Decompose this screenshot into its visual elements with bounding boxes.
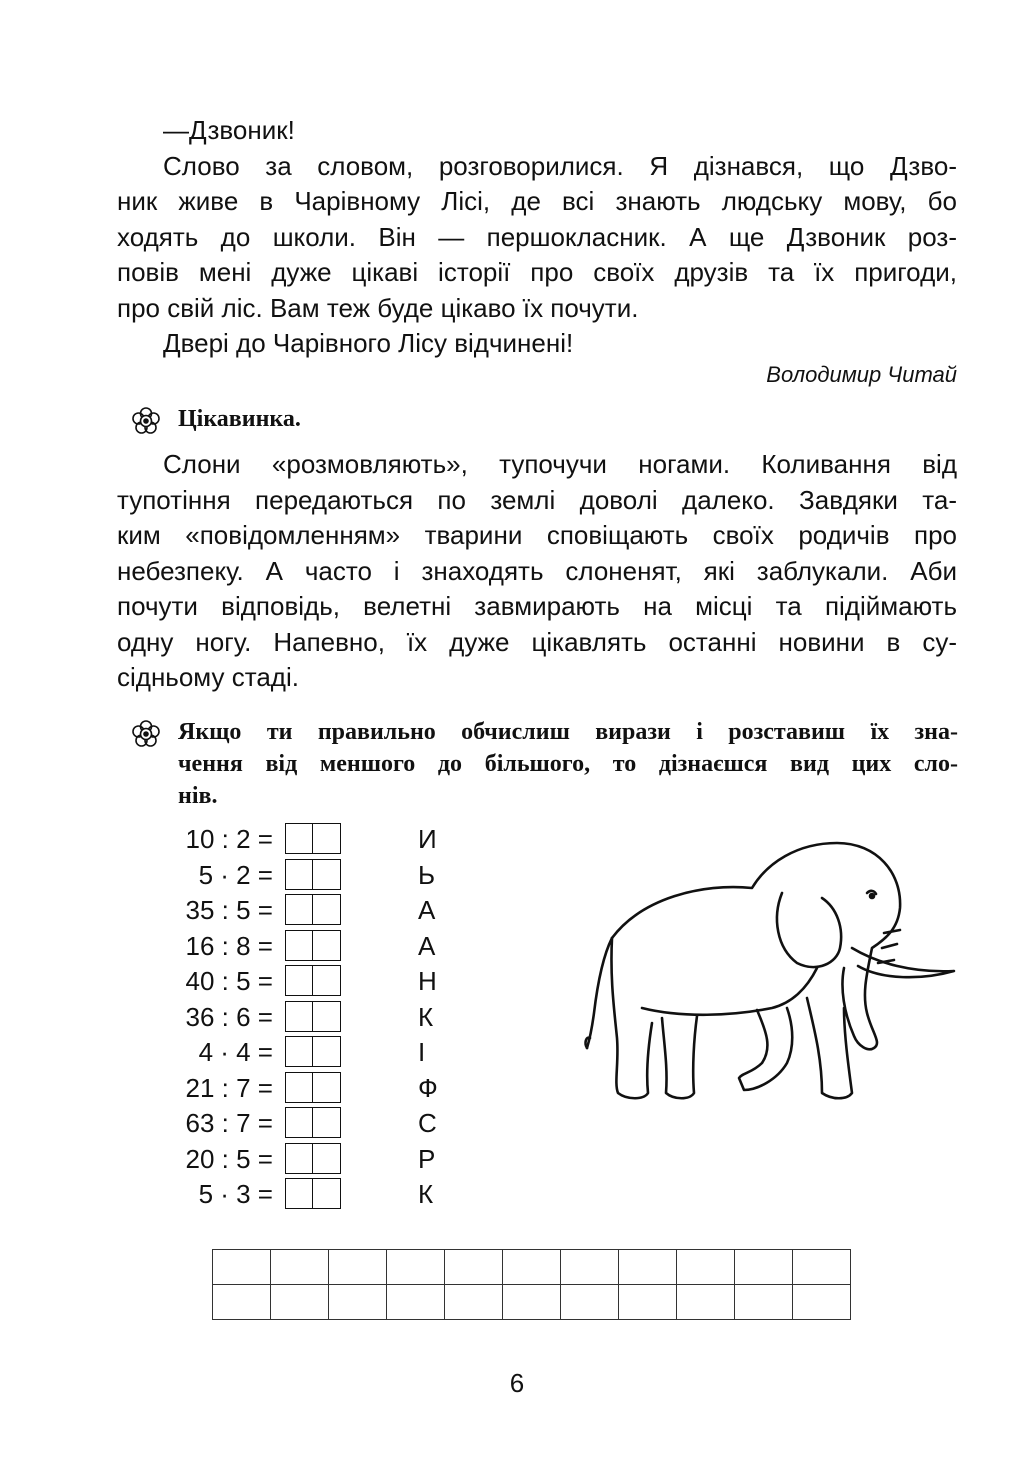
answer-box[interactable] [285,1143,341,1174]
grid-cell[interactable] [619,1285,677,1320]
task-text [178,716,958,812]
expression: 10 : 2 = [185,824,273,854]
letter: Ф [418,1072,438,1103]
story-line: —Дзвоник! [163,115,295,145]
letter: С [418,1108,437,1138]
story-line: повів мені дуже цікаві історії про своїх друзів та їх пригоди, [117,257,957,287]
grid-cell[interactable] [445,1250,503,1285]
letter: А [418,895,436,925]
answer-box[interactable] [285,1072,341,1103]
grid-cell[interactable] [561,1285,619,1320]
fact-line: почути відповідь, велетні завмирають на місці та підіймають [117,591,957,621]
flower-icon [131,719,161,749]
story-line: Слово за словом, розговорилися. Я дізнався, що Дзво- [163,150,957,181]
expression: 35 : 5 = [185,895,273,925]
grid-cell[interactable] [677,1285,735,1320]
answer-box[interactable] [285,1107,341,1138]
fact-heading: Цікавинка. [178,406,301,432]
letter: К [418,1001,434,1032]
letter: Р [418,1143,436,1174]
grid-cell[interactable] [271,1285,329,1320]
answer-box[interactable] [285,930,341,961]
letter: К [418,1179,434,1209]
fact-line: небезпеку. А часто і знаходять слоненят, які заблукали. Аби [117,555,957,586]
expression: 16 : 8 = [185,930,273,961]
task-line: Якщо ти правильно обчислиш вирази і розставиш їх зна- [178,719,958,745]
grid-cell[interactable] [329,1250,387,1285]
grid-cell[interactable] [213,1250,271,1285]
answer-box[interactable] [285,1178,341,1209]
grid-row [213,1285,851,1320]
expression: 20 : 5 = [185,1143,273,1174]
expression: 5 · 2 = [198,859,273,890]
flower-icon [131,406,161,436]
fact-line: одну ногу. Напевно, їх дуже цікавлять останні новини в су- [117,626,957,657]
letter: І [418,1037,426,1067]
grid-cell[interactable] [503,1285,561,1320]
grid-cell[interactable] [387,1285,445,1320]
grid-cell[interactable] [271,1250,329,1285]
expression: 40 : 5 = [185,966,273,996]
fact-line: сідньому стаді. [117,662,299,692]
answer-grid [212,1249,851,1320]
grid-cell[interactable] [561,1250,619,1285]
fact-line: ким «повідомленням» тварини сповіщають своїх родичів про [117,520,957,550]
expression: 63 : 7 = [185,1108,273,1138]
grid-row [213,1250,851,1285]
fact-text [117,447,957,696]
story-line: ник живе в Чарівному Лісі, де всі знають людську мову, бо [117,186,957,216]
grid-cell[interactable] [735,1285,793,1320]
expression: 36 : 6 = [185,1001,273,1032]
answer-box[interactable] [285,894,341,925]
answer-box[interactable] [285,965,341,996]
story-text [117,113,957,362]
grid-cell[interactable] [793,1250,851,1285]
expression: 21 : 7 = [185,1072,273,1103]
story-line: про свій ліс. Вам теж буде цікаво їх почути. [117,292,639,323]
expression: 4 · 4 = [198,1037,273,1067]
story-line: ходять до школи. Він — першокласник. А ще Дзвоник роз- [117,221,957,252]
grid-cell[interactable] [619,1250,677,1285]
grid-cell[interactable] [677,1250,735,1285]
answer-box[interactable] [285,1036,341,1067]
author: Володимир Читай [766,362,957,387]
answer-box[interactable] [285,1001,341,1032]
grid-cell[interactable] [329,1285,387,1320]
grid-cell[interactable] [503,1250,561,1285]
grid-cell[interactable] [735,1250,793,1285]
answer-box[interactable] [285,823,341,854]
letter: И [418,824,437,854]
letter: Ь [418,859,436,890]
expression: 5 · 3 = [198,1179,273,1209]
letter: А [418,930,436,961]
task-line: чення від меншого до більшого, то дізнаєшся вид цих сло- [178,751,958,777]
fact-line: Слони «розмовляють», тупочучи ногами. Коливання від [163,449,957,479]
task-line: нів. [178,783,218,809]
elephant-illustration [582,838,962,1108]
fact-line: тупотіння передаються по землі доволі далеко. Завдяки та- [117,484,957,515]
grid-cell[interactable] [387,1250,445,1285]
answer-box[interactable] [285,859,341,890]
grid-cell[interactable] [213,1285,271,1320]
grid-cell[interactable] [793,1285,851,1320]
grid-cell[interactable] [445,1285,503,1320]
letter: Н [418,966,437,996]
page-number: 6 [509,1368,525,1398]
story-line: Двері до Чарівного Лісу відчинені! [163,328,574,358]
